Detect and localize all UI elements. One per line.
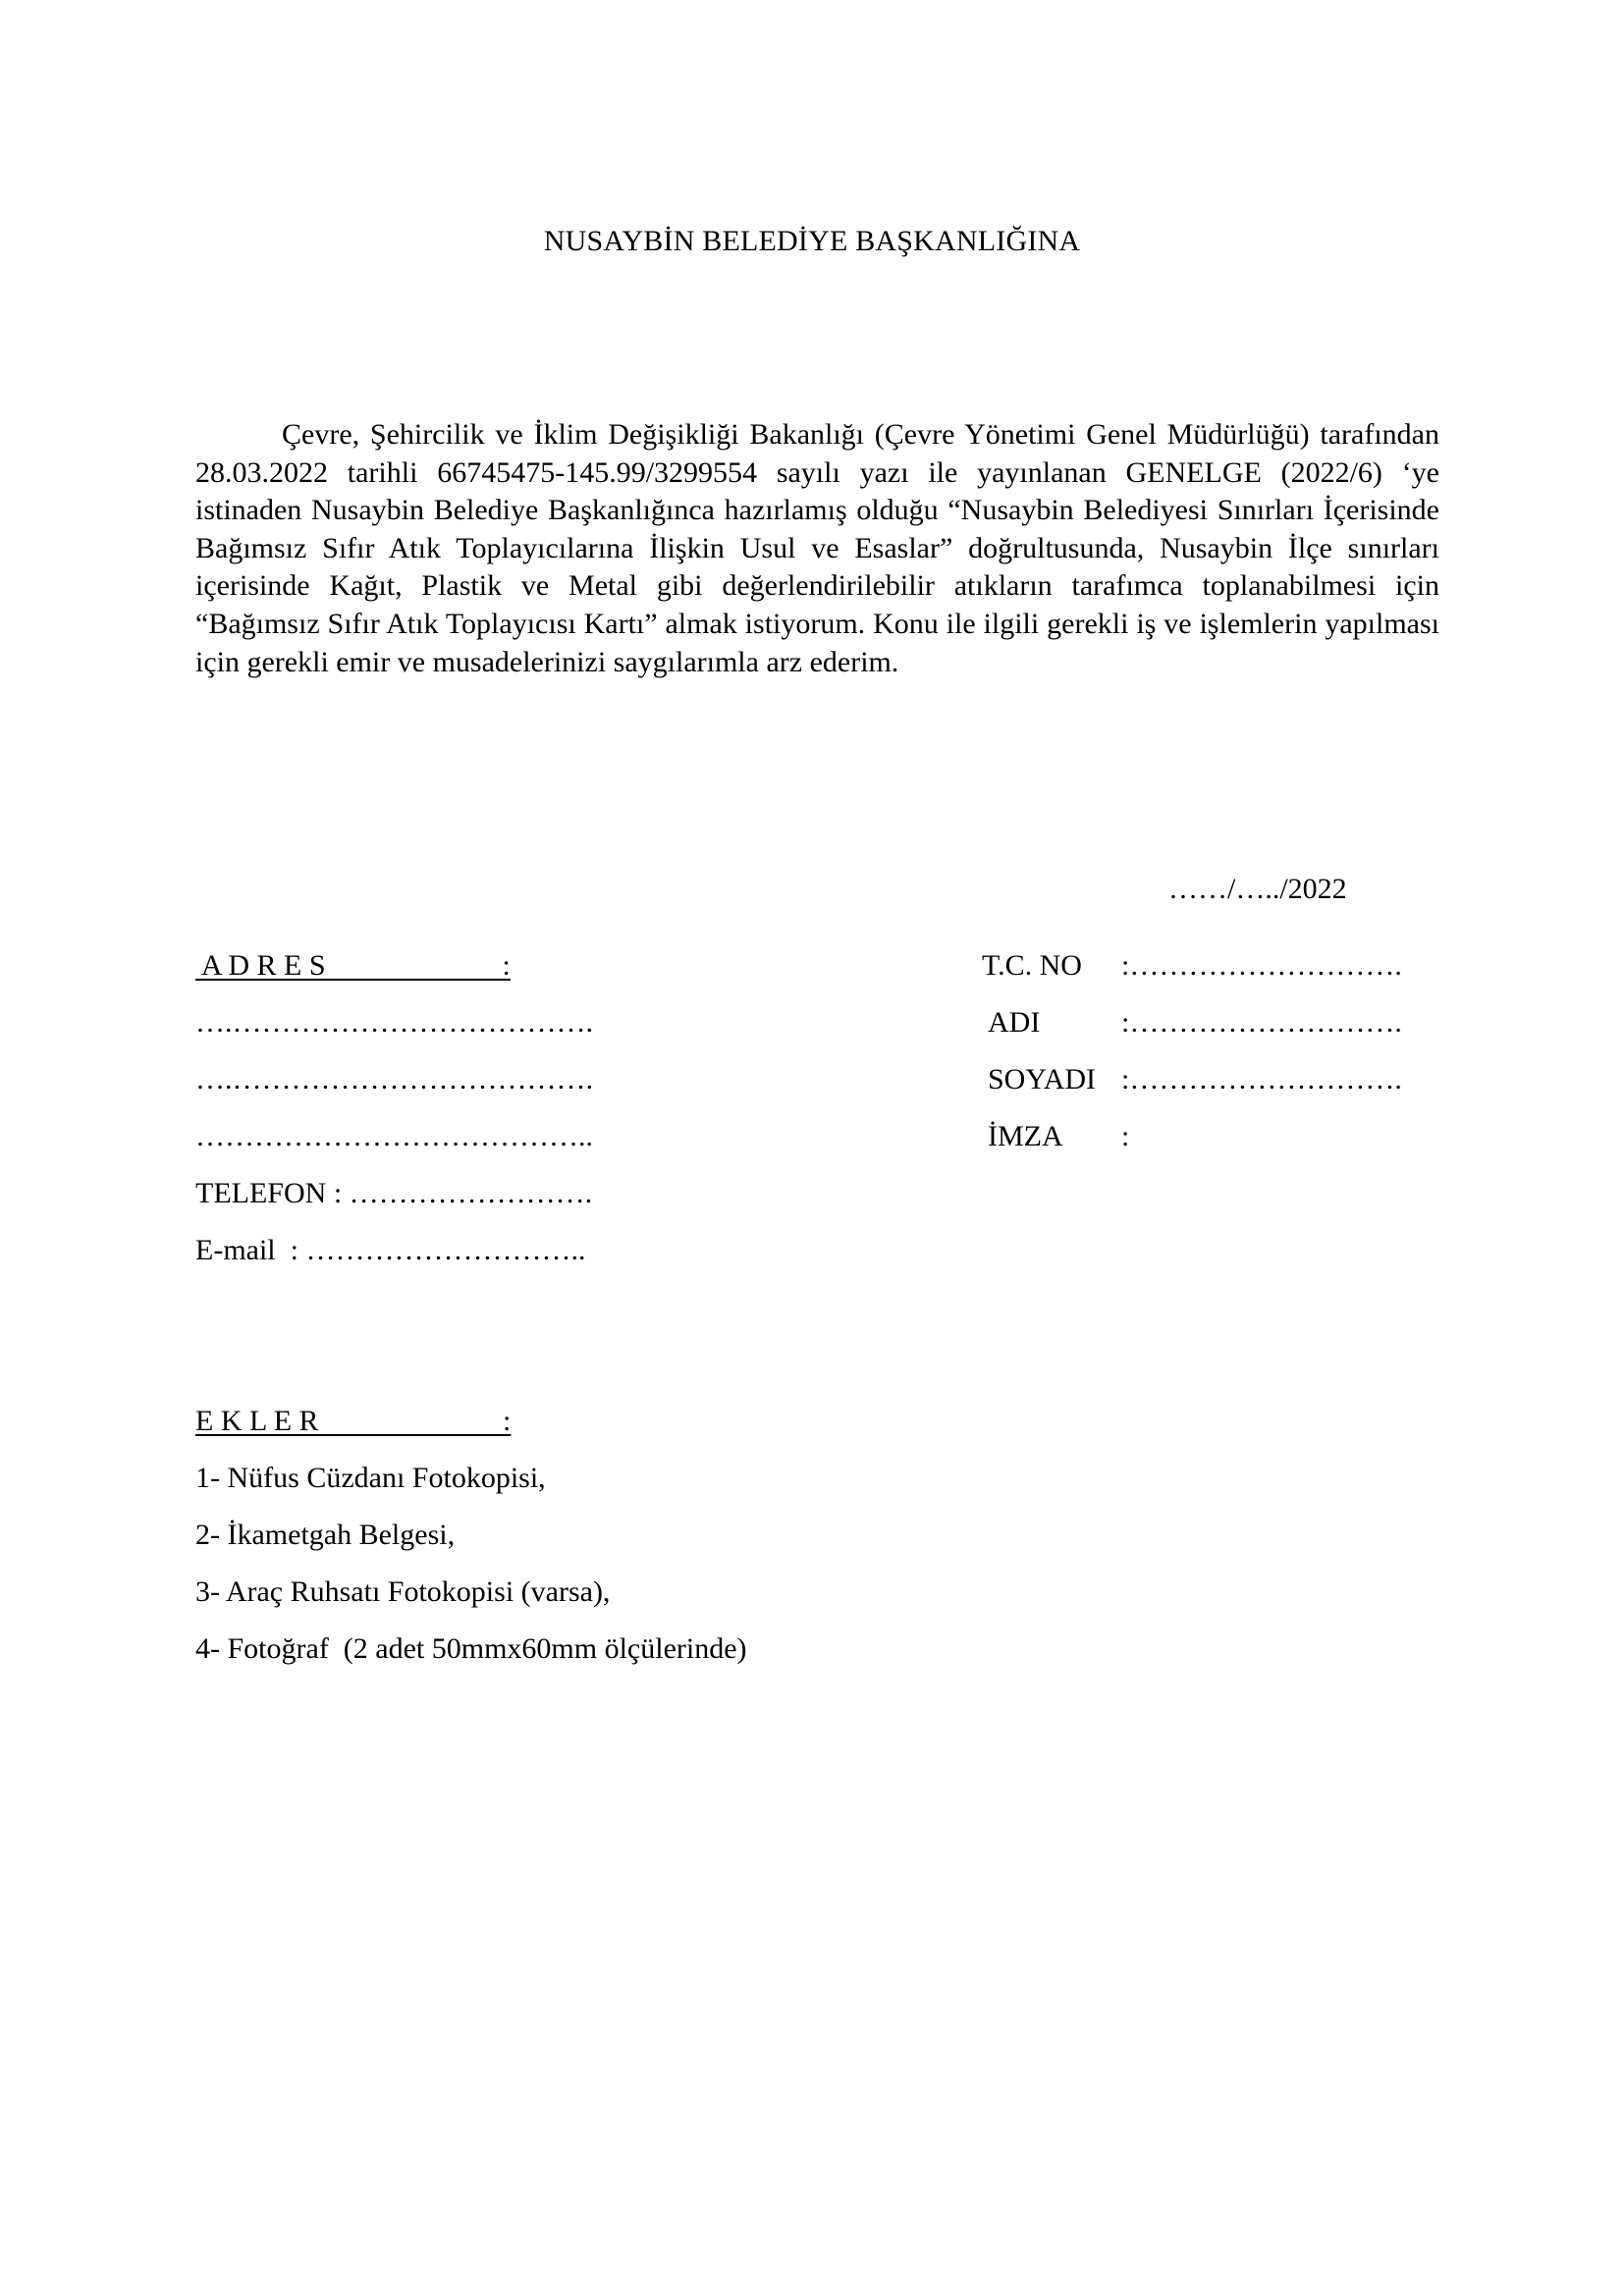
tc-no-row xyxy=(982,948,1402,984)
attachments-heading: E K L E R : xyxy=(195,1405,512,1437)
address-heading: A D R E S : xyxy=(195,949,511,982)
attachment-item-1: 1- Nüfus Cüzdanı Fotokopisi, xyxy=(195,1462,546,1494)
name-value: :………………………. xyxy=(1121,1006,1402,1039)
attachment-item-4: 4- Fotoğraf (2 adet 50mmx60mm ölçülerinde) xyxy=(195,1632,747,1665)
petition-paragraph: Çevre, Şehircilik ve İklim Değişikliği Bakanlığı (Çevre Yönetimi Genel Müdürlüğü) tarafından 28.03.2022 tarihli 66745475-145.99/3299554 sayılı yazı ile yayınlanan GENELGE (2022/6) ‘ye istinaden Nusaybin Belediye Başkanlığınca hazırlamış olduğu “Nusaybin Belediyesi Sınırları İçerisinde Bağımsız Sıfır Atık Toplayıcılarına İlişkin Usul ve Esaslar” doğrultusunda, Nusaybin İlçe sınırları içerisinde Kağıt, Plastik ve Metal gibi değerlendirilebilir atıkların tarafımca toplanabilmesi için “Bağımsız Sıfır Atık Toplayıcısı Kartı” almak istiyorum. Konu ile ilgili gerekli iş ve işlemlerin yapılması için gerekli emir ve musadelerinizi saygılarımla arz ederim. xyxy=(195,418,1439,678)
signature-value: : xyxy=(1121,1120,1130,1152)
surname-value: :………………………. xyxy=(1121,1063,1402,1095)
attachment-item-3: 3- Araç Ruhsatı Fotokopisi (varsa), xyxy=(195,1575,611,1608)
signature-row xyxy=(988,1119,1129,1154)
document-title: NUSAYBİN BELEDİYE BAŞKANLIĞINA xyxy=(543,225,1081,257)
address-line-3: ………………………………….. xyxy=(195,1120,593,1152)
email-field: E-mail : ……………………….. xyxy=(195,1234,586,1266)
attachment-item-2: 2- İkametgah Belgesi, xyxy=(195,1519,456,1551)
tc-no-value: :………………………. xyxy=(1121,949,1402,982)
date-field: ……/…../2022 xyxy=(1168,873,1347,905)
signature-label: İMZA xyxy=(988,1120,1063,1152)
phone-field: TELEFON : ……………………. xyxy=(195,1177,593,1209)
address-line-1: ….………………………………. xyxy=(195,1006,593,1039)
name-row xyxy=(988,1005,1402,1041)
surname-label: SOYADI xyxy=(988,1063,1097,1095)
name-label: ADI xyxy=(988,1006,1041,1039)
tc-no-label: T.C. NO xyxy=(982,949,1082,982)
surname-row xyxy=(988,1062,1402,1097)
address-line-2: ….………………………………. xyxy=(195,1063,593,1095)
